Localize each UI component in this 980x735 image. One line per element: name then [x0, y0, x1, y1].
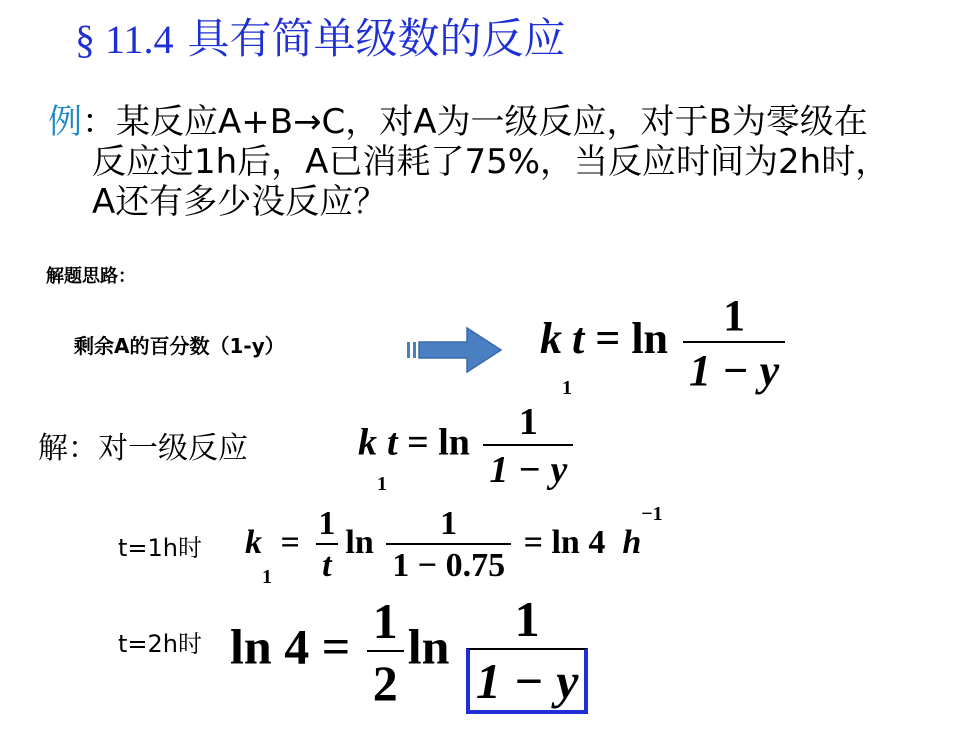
example-tag: 例 [48, 102, 82, 142]
remaining-label: 剩余A的百分数（1-y） [74, 334, 285, 358]
symbol-t: t [572, 314, 585, 364]
symbol-k: k [245, 523, 262, 561]
ln-symbol: ln [407, 618, 450, 675]
equals-sign: = [523, 523, 543, 561]
subscript-1: 1 [562, 377, 572, 399]
numerator: 1 [514, 591, 540, 647]
ln4: ln 4 [551, 523, 606, 561]
boxed-denominator: 1 − y [466, 648, 589, 714]
equals-sign: = [321, 618, 351, 675]
fraction-1-over-t [312, 505, 341, 585]
denominator: 1 − y [683, 341, 785, 396]
slide-title [75, 6, 566, 66]
equals-sign: = [407, 421, 429, 464]
symbol-t: t [387, 421, 398, 464]
example-problem [48, 102, 889, 222]
section-number: § 11.4 [75, 17, 174, 62]
formula-t1 [245, 503, 663, 588]
formula-t2 [230, 590, 592, 714]
denominator: t [316, 543, 337, 585]
example-line-2: 反应过1h后，A已消耗了75%，当反应时间为2h时， [92, 142, 890, 182]
numerator: 1 [723, 291, 746, 340]
numerator: 1 [440, 505, 458, 542]
fraction [466, 590, 589, 714]
numerator: 1 [318, 505, 336, 542]
arrow-right-icon [405, 320, 505, 380]
hint-heading: 解题思路： [46, 266, 136, 287]
solution-label: 解：对一级反应 [38, 431, 248, 466]
section-title: 具有简单级数的反应 [187, 14, 566, 63]
fraction [386, 505, 511, 585]
ln-symbol: ln [345, 523, 374, 561]
unit-exponent: −1 [641, 503, 663, 525]
ln-symbol: ln [438, 421, 470, 464]
symbol-k: k [540, 314, 562, 364]
denominator: 1 − y [483, 444, 573, 492]
ln4: ln 4 [230, 618, 310, 675]
example-line-1: ：某反应A+B→C，对A为一级反应，对于B为零级在 [82, 102, 868, 142]
example-line-3: A还有多少没反应？ [92, 182, 388, 222]
numerator: 1 [518, 401, 538, 443]
ln-symbol: ln [631, 314, 669, 364]
denominator: 2 [367, 650, 404, 712]
equals-sign: = [280, 523, 300, 561]
equals-sign: = [595, 314, 621, 364]
symbol-k: k [358, 421, 377, 464]
unit-h: h [622, 523, 642, 561]
t2-label: t=2h时 [118, 630, 202, 658]
subscript-1: 1 [262, 566, 272, 588]
denominator: 1 − 0.75 [386, 543, 511, 585]
numerator: 1 [372, 593, 398, 649]
subscript-1: 1 [377, 473, 387, 495]
fraction [483, 400, 573, 492]
fraction [683, 290, 785, 396]
t1-label: t=1h时 [118, 534, 202, 562]
fraction-1-over-2 [367, 592, 404, 712]
formula-solution [358, 400, 577, 495]
formula-first-order [540, 290, 789, 399]
